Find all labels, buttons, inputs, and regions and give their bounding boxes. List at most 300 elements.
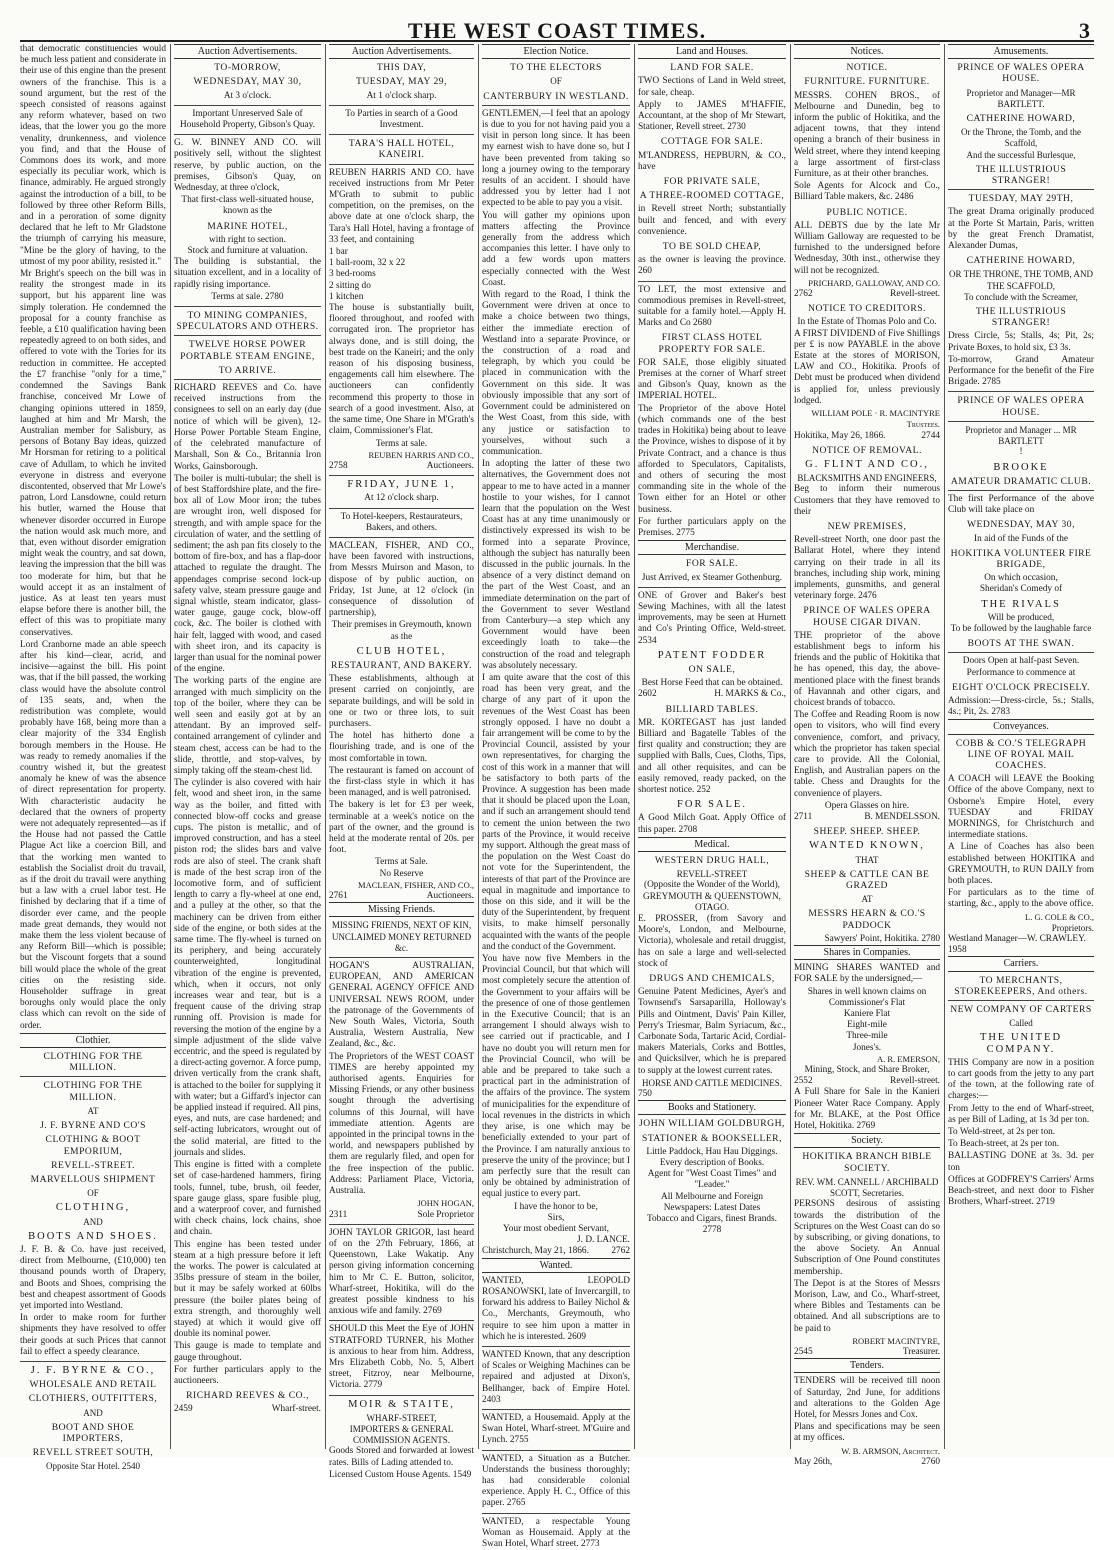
ad-body <box>329 1324 474 1391</box>
divider <box>329 475 474 476</box>
ad-body <box>638 591 786 647</box>
ad-number: 2680 <box>693 318 712 329</box>
ad-number: 2761 <box>329 891 348 902</box>
ad-body: From Jetty to the end of Wharf-street, as per Bill of Lading, at 1s 3d per ton. <box>948 1103 1094 1125</box>
ad-heading: REVELL STREET SOUTH, <box>32 1447 154 1459</box>
divider <box>329 164 474 165</box>
ad-body: E. PROSSER, (from Savory and Moore's, London, and Melbourne, Victoria), wholesale and retail druggist, has on sale a large and well-selected stock of <box>638 914 786 969</box>
column-divider <box>790 44 791 1449</box>
ad-number: 2765 <box>506 1498 526 1509</box>
ad-heading: FURNITURE. FURNITURE. <box>804 76 930 88</box>
column-4 <box>482 44 630 1549</box>
ad-heading: STATIONER & BOOKSELLER, <box>642 1132 782 1144</box>
ad-body: TENDERS will be received till noon of Saturday, 2nd June, for additions and alterations to the Golden Age Hotel, for Messrs Jones and Cox. <box>794 1376 940 1420</box>
ad-heading: FOR SALE. <box>677 799 747 811</box>
claim-item: Eight-mile <box>847 1020 887 1031</box>
ad-text: Proprietor and Manager ... MR BARTLETT <box>965 424 1077 447</box>
ad-number: 2730 <box>727 122 746 133</box>
ad-body <box>948 696 1094 718</box>
ad-number: 2552 <box>794 1076 813 1087</box>
ad-text: AND <box>83 1407 103 1418</box>
ad-text: Mining, Stock, and Share Broker, <box>804 1065 930 1076</box>
ad-body: HOGAN'S AUSTRALIAN, EUROPEAN, AND AMERICAN GENERAL AGENCY OFFICE AND UNIVERSAL NEWS ROOM, under the patronage of the Governments of New South Wales, Victoria, South Australia, Western Australia, New Zealand, &c., &c. <box>329 961 474 1050</box>
ad-heading: LAND FOR SALE. <box>670 62 754 74</box>
divider <box>329 1224 474 1225</box>
article-paragraph: You will gather my opinions upon matters affecting the Province generally from the address which accompanies this letter. I have only to add a few words upon matters especially connected with the West Coast. <box>482 210 630 288</box>
ad-text: Admission:—Dress-circle, 5s.; Stalls, 4s.; Pit, 2s. <box>948 695 1094 718</box>
ad-heading: ON SALE, <box>688 663 736 675</box>
ad-body <box>948 1175 1094 1209</box>
ad-number: 1549 <box>452 1469 472 1480</box>
ad-heading: SHEEP & CATTLE CAN BE GRAZED <box>804 868 930 892</box>
ad-text: At 1 o'clock sharp. <box>366 90 437 101</box>
ad-number: 2486 <box>894 192 914 203</box>
ad-text: TO LET, the most extensive and commodious premises in Revell-street, suitable for a family hotel.—Apply H. Marks and Co <box>638 284 786 329</box>
ad-body: G. W. BINNEY AND CO. will positively sell, without the slightest reserve, by public auction, on the premises, Gibson's Quay, on Wednesday, at three o'clock, <box>174 138 321 194</box>
ad-text: Stock and furniture at valuation. <box>187 246 308 257</box>
ad-body <box>794 1087 940 1132</box>
ad-signature: A. R. EMERSON, <box>876 1053 940 1064</box>
ad-heading: TUESDAY, MAY 29, <box>356 76 447 88</box>
ad-heading: JOHN WILLIAM GOLDBURGH, <box>639 1118 785 1130</box>
ad-body <box>794 535 940 602</box>
ad-signature: B. MENDELSSON. <box>864 812 940 822</box>
divider <box>948 391 1094 392</box>
ad-text: JOHN TAYLOR GRIGOR, last heard of on the 27th February, 1866, at Queenstown, Lake Wakatip. Any person giving information concerning him to Mr C. E. Button, solicitor, Wharf-street, Hokitika, will do the greatest possible kindness to his anxious wife and family. <box>329 1227 474 1317</box>
ad-number: 2780 <box>921 933 940 944</box>
ad-body: J. F. B. & Co. have just received, direct from Melbourne, (£10,000) ten thousand pounds worth of Drapery, and Boots and Shoes, comprising the best and cheapest assortment of Goods yet imported into Westland. <box>20 1244 166 1311</box>
ad-text: (Opposite the Wonder of the World), <box>643 880 781 891</box>
ad-body: PERSONS desirous of assisting towards the distribution of the Scriptures on the West Coast can do so by subscribing, or giving donations, to the above Society. An Annual Subscription of One Pound constitutes membership. <box>794 1199 940 1277</box>
section-header: Election Notice. <box>482 44 630 59</box>
ad-body <box>638 285 786 330</box>
ad-text: IMPORTERS & GENERAL COMMISSION AGENTS. <box>349 1423 454 1446</box>
ad-number: 2779 <box>363 1380 383 1391</box>
column-6: Notices. NOTICE. FURNITURE. FURNITURE. MESSRS. COHEN BROS., of Melbourne and Dunedin, beg to inform the public of Hokitika, and the adjacent towns, that they intend opening a branch of their business in Weld street, where they intend keeping a large assortment of first-class Furniture, as at their other branches. Sole Agents for Alcock and Co., Billiard Table makers, &c. 2486 PUBLIC NOTICE. ALL DEBTS due by the late Mr William Galloway are requested to be furnished to the undersigned before Wednesday, 30th inst., otherwise they will not be recognized. PRICHARD, GALLOWAY, AND CO. 2762 Revell-street. NOTICE TO CREDITORS. In the Estate of Thomas Polo and Co. A FIRST DIVIDEND of Five Shillings per £ is now PAYABLE in the above Estate at the stores of MORISON, LAW and CO., Hokitika. Proofs of Debt must be produced when dividend is applied for, unless previously lodged. WILLIAM POLE · R. MACINTYRE Trustees. Hokitika, May 26, 1866. 2744 NOTICE OF REMOVAL. G. FLINT AND CO., BLACKSMITHS AND ENGINEERS, Beg to inform their numerous Customers that they have removed to their NEW PREMISES, Revell-street North, one door past the Ballarat Hotel, where they intend carrying on their trade in all its branches, including ship work, mining implements, gunsmiths, and general veterinary forge. 2476 PRINCE OF WALES OPERA HOUSE CIGAR DIVAN. THE proprietor of the above establishment begs to inform his friends and the public of Hokitika that he has opened, this day, the above-mentioned place with the finest brands of Havannah and other cigars, and choicest brands of tobacco. The Coffee and Reading Room is now open to visitors, who will find every convenience, comfort, and privacy, which the proprietor has taken special care to provide. All the Colonial, English, and Australian papers on the table. Chess and Draughts for the convenience of players. Opera Glasses on hire. 2711 B. MENDELSSON. SHEEP. SHEEP. SHEEP. WANTED KNOWN, THAT SHEEP & CATTLE CAN BE GRAZED AT MESSRS HEARN & CO.'S PADDOCK Sawyers' Point, Hokitika. 2780 Shares in Companies. MINING SHARES WANTED and FOR SALE by the undersigned,— Shares in well known claims on Commissioner's Flat Kaniere Flat Eight-mile Three-mile Jones's. A. R. EMERSON, Mining, Stock, and Share Broker, 2552 Revell-street. A Full Share for Sale in the Kanieri Pioneer Water Race Company. Apply for Mr. BLAKE, at the Post Office Hotel, Hokitika. 2769 Society. HOKITIKA BRANCH BIBLE SOCIETY. REV. WM. CANNELL / ARCHIBALD SCOTT, Secretaries. PERSONS desirous of assisting towards the distribution of the Scriptures on the West Coast can do so by subscribing, or giving donations, to the above Society. An Annual Subscription of One Pound constitutes membership. The Depot is at the Stores of Messrs Morison, Law, and Co., Wharf-street, where Bibles and Testaments can be obtained. And all subscriptions are to be paid to ROBERT MACINTYRE, 2545 Treasurer. Tenders. TENDERS will be received till noon of Saturday, 2nd June, for additions and alterations to the Golden Age Hotel, for Messrs Jones and Cox. Plans and specifications may be seen at my offices. W. B. ARMSON, Architect. May 26th, 2760 <box>794 46 940 1467</box>
ad-text: Offices at GODFREY'S Carriers' Arms Beach-street, and next door to Fisher Brothers, Wharf-street. <box>948 1174 1094 1208</box>
article-paragraph: In adopting the latter of these two alternatives, the Government does not appear to me to have acted in a manner hostile to your wishes, for I cannot learn that the population on the West Coast has at any time unanimously or distinctively expressed its wish to be formed into a separate Province, although the subject has naturally been discussed in the public journals. In the absence of a very distinct demand on the part of the West Coast, and an immediate determination on the part of the Government to sever Westland from Canterbury—a step which any Government would have been exceedingly loath to take—the construction of the road and telegraph was absolutely necessary. <box>482 459 630 671</box>
ad-body <box>482 1454 630 1510</box>
ad-text: ONE of Grover and Baker's best Sewing Machines, with all the latest improvements, may be seen at Hurnett and Co's Printing Office, Weld-street. <box>638 590 786 635</box>
divider <box>329 134 474 135</box>
column-1 <box>20 44 166 1472</box>
ad-text: For further particulars apply on the Premises. <box>638 516 786 538</box>
ad-signature: H. MARKS & Co., <box>714 689 786 700</box>
ad-number: 2769 <box>423 1306 442 1317</box>
ad-body: The Depot is at the Stores of Messrs Morison, Law, and Co., Wharf-street, where Bibles and Testaments can be obtained. And all subscriptions are to be paid to <box>794 1278 940 1334</box>
ad-text: AT <box>861 894 873 905</box>
ad-body: The Coffee and Reading Room is now open to visitors, who will find every convenience, comfort, and privacy, which the proprietor has taken special care to provide. All the Colonial, English, and Australian papers on the table. Chess and Draughts for the convenience of players. <box>794 710 940 799</box>
ad-heading: TUESDAY, MAY 29TH, <box>968 193 1074 205</box>
divider <box>329 537 474 538</box>
ad-text: Terms at Sale. <box>375 857 428 868</box>
ad-heading: BROOKE <box>993 461 1049 473</box>
divider <box>482 105 630 106</box>
ad-text: To-morrow, Grand Amateur Performance for the benefit of the Fire Brigade. <box>948 354 1094 388</box>
ad-text: Terms at sale. <box>211 291 263 302</box>
section-header: Society. <box>794 1133 940 1148</box>
ad-text: GREYMOUTH & QUEENSTOWN, <box>643 891 781 902</box>
ad-body <box>482 1413 630 1447</box>
ad-body <box>638 517 786 539</box>
ad-number: 2780 <box>264 291 284 302</box>
ad-body: The bakery is let for £3 per week, terminable at a week's notice on the part of the owner, and the ground is held at the moderate rental of 20s. per foot. <box>329 800 474 856</box>
masthead <box>0 18 1114 43</box>
divider <box>329 1320 474 1321</box>
divider <box>948 490 1094 491</box>
ad-text: SHOULD this Meet the Eye of JOHN STRATFORD TURNER, his Mother is anxious to hear from him. Address, Mrs Elizabeth Cobb, No. 5, Albert street, Fitzroy, near Melbourne, Victoria. <box>329 1324 474 1391</box>
ad-heading: BOOT AND SHOE IMPORTERS, <box>51 1421 135 1444</box>
ad-signature: WILLIAM POLE <box>811 408 873 419</box>
divider <box>329 105 474 106</box>
ad-text: To Parties in search of a Good Investment. <box>345 108 458 131</box>
column-5 <box>638 44 786 1449</box>
section-header: Carriers. <box>948 956 1094 971</box>
ad-body: The hotel has hitherto done a flourishing trade, and is one of the most comfortable in town. <box>329 731 474 764</box>
ad-number: 2534 <box>638 635 657 646</box>
ad-heading: MISSING FRIENDS, NEXT OF KIN, UNCLAIMED MONEY RETURNED &c. <box>331 920 472 953</box>
ad-text: Proprietor and Manager—MR BARTLETT. <box>966 87 1076 109</box>
ad-text: Every description of Books. <box>659 1158 765 1169</box>
ad-text: Shares in well known claims on <box>807 986 927 997</box>
ad-number: 2711 <box>794 812 813 822</box>
section-header: Medical. <box>638 837 786 852</box>
ad-body: The Proprietors of the WEST COAST TIMES are hereby appointed my authorised agents. Enquiries for Missing Friends, or any other business sought through the advertising columns of this Journal, will have immediate attention. Agents are appointed in the principal towns in the world, and newspapers published by them are regularly filed, and open for the free inspection of the public. Address: Parliament Place, Victoria, Australia. <box>329 1051 474 1197</box>
ad-heading: DRUGS AND CHEMICALS, <box>649 973 775 985</box>
ad-heading: WEDNESDAY, MAY 30, <box>967 519 1075 531</box>
ad-number: 2762 <box>611 1246 630 1257</box>
ad-body: To Weld-street, at 2s per ton. <box>948 1127 1056 1138</box>
divider <box>174 134 321 135</box>
ad-text: Just Arrived, ex Steamer Gothenburg. <box>641 572 783 583</box>
ad-heading: A THREE-ROOMED COTTAGE, <box>639 190 785 202</box>
ad-body: MINING SHARES WANTED and FOR SALE by the undersigned,— <box>794 963 940 985</box>
ad-text: Auctioneers. <box>426 891 474 902</box>
ad-number: 2769 <box>856 1121 876 1132</box>
ad-heading: EIGHT O'CLOCK PRECISELY. <box>952 681 1090 693</box>
ad-body <box>794 181 940 203</box>
ad-text: WHARF-STREET, <box>366 1412 437 1423</box>
divider <box>948 421 1094 422</box>
ad-text: MR. KORTEGAST has just landed Billiard and Bagatelle Tables of the first quality and construction; they are supplied with Balls, Cues, Cloths, Tips, and all other requisites, and can be easily removed, ready packed, on the shortest notice. <box>638 717 786 795</box>
claim-item: Kaniere Flat <box>843 1009 891 1020</box>
ad-heading: WEDNESDAY, MAY 30, <box>193 76 302 88</box>
ad-body: The first Performance of the above Club will take place on <box>948 493 1094 516</box>
ad-text: On which occasion, <box>984 573 1058 584</box>
ad-body: THE proprietor of the above establishment begs to inform his friends and the public of Hokitika that he has opened, this day, the above-mentioned place with the finest brands of Havannah and other cigars, and choicest brands of tobacco. <box>794 630 940 708</box>
section-header: Merchandise. <box>638 540 786 555</box>
section-header: Missing Friends. <box>329 902 474 917</box>
ad-number: 2744 <box>921 430 940 441</box>
column-divider <box>634 44 635 1449</box>
ad-heading: NOTICE OF REMOVAL. <box>812 444 922 456</box>
ad-body: For particulars as to the time of starting, &c., apply to the above office. <box>948 888 1094 910</box>
ad-body: RICHARD REEVES and Co. have received instructions from the consignees to sell on an early day (due notice of which will be given), 12-Horse Power Portable Steam Engine, of the celebrated manufacture of Marshall, Son & Co., Britannia Iron Works, Gainsborough. <box>174 383 321 472</box>
column-divider <box>170 44 171 1449</box>
section-header: Tenders. <box>794 1358 940 1373</box>
ad-body: in Revell street North; substantially built and fenced, and with every convenience. <box>638 204 786 237</box>
ad-text: Trustees. <box>906 419 940 430</box>
ad-number: 2783 <box>991 707 1010 718</box>
ad-heading: BOOTS AT THE SWAN. <box>967 638 1075 650</box>
ad-body: The great Drama originally produced at the Porte St Martain, Paris, written by the great French Dramatist, Alexander Dumas, <box>948 207 1094 252</box>
ad-body <box>638 813 786 835</box>
ad-heading: FRIDAY, JUNE 1, <box>347 479 456 491</box>
column-divider <box>325 44 326 1449</box>
divider <box>482 1513 630 1514</box>
ad-body: To Beach-street, at 2s per ton. <box>948 1139 1060 1150</box>
ad-body <box>638 100 786 134</box>
column-2 <box>174 44 321 1449</box>
article-paragraph: With regard to the Road, I think the Government were driven at once to make a choice between two things, either the immediate erection of Westland into a separate Province, or the construction of a road and telegraph, by which you could be placed in communication with the Government on this side. It was obviously impossible that any sort of Government could be administered on the West Coast, from this side, with any justice or satisfaction to yourselves, without such a communication. <box>482 290 630 457</box>
ad-body <box>482 1517 630 1550</box>
section-header: Auction Advertisements. <box>174 44 321 59</box>
room-item: 1 bar <box>329 247 348 258</box>
divider <box>174 335 321 336</box>
ad-body: The Proprietor of the above Hotel (which commands one of the best trades in Hokitika) being about to leave the Province, wishes to dispose of it by Private Contract, and a chance is thus afforded to Speculators, Capitalists, and others of securing the most commanding site in the whole of the Town either for an Hotel or other business. <box>638 403 786 515</box>
ad-body: Plans and specifications may be seen at my offices. <box>794 1422 940 1444</box>
ad-text: with right to section. <box>209 234 286 245</box>
closing-line: I have the honor to be, <box>514 1201 598 1212</box>
ad-text: Sole Agents for Alcock and Co., Billiard Table makers, &c. <box>794 181 940 203</box>
ad-text: Their premises in Greymouth, known as the <box>331 620 472 642</box>
ad-heading: FOR SALE. <box>686 558 738 570</box>
ad-text: Licensed Custom House Agents. <box>329 1469 451 1480</box>
ad-body <box>638 718 786 796</box>
ad-body: The boiler is multi-tubular; the shell is of best Staffordshire plate, and the fire-box all of Low Moor iron; the tubes are wrought iron, well disposed for strength, and with ample space for the circulation of water, and the settling of sediment; the ash pan fits closely to the bottom of fire-box, and has a flap-door attached to regulate the draught. The appendages comprise second lock-up safety valve, steam pressure gauge and signal whistle, steam indicator, glass-water gauge, gauge cock, blow-off cock, &c. The boiler is clothed with hair felt, lagged with wood, and cased with sheet iron, and its capacity is larger than usual for the nominal power of the engine. <box>174 473 321 675</box>
ad-body: This gauge is made to template and gauge throughout. <box>174 1341 321 1363</box>
ad-heading: PRINCE OF WALES OPERA HOUSE. <box>957 395 1085 418</box>
ad-text: OTAGO. <box>694 902 730 913</box>
ad-text: Wharf-street. <box>271 1404 321 1415</box>
ad-signature: REUBEN HARRIS AND CO., <box>368 449 474 460</box>
ad-text: All Melbourne and Foreign Newspapers: Latest Dates <box>661 1191 763 1213</box>
ad-text: May 26th, <box>794 1456 833 1467</box>
ad-text: Tobacco and Cigars, finest Brands. <box>647 1214 777 1225</box>
ad-heading: TO MERCHANTS, STOREKEEPERS, And others. <box>954 974 1088 997</box>
ad-heading: THE ILLUSTRIOUS STRANGER! <box>975 163 1067 187</box>
ad-body: Dress Circle, 5s; Stalls, 4s; Pit, 2s; Private Boxes, to hold six, £3 3s. <box>948 331 1094 353</box>
ad-text: Revell-street. <box>890 289 940 300</box>
ad-heading: TO THE ELECTORS <box>510 62 602 74</box>
ad-number: 2785 <box>982 377 1001 388</box>
ad-number: 1958 <box>948 945 967 956</box>
ad-heading: TO MINING COMPANIES, SPECULATORS AND OTHERS. <box>176 310 319 333</box>
ad-heading: J. F. BYRNE AND CO'S <box>40 1120 146 1132</box>
section-header: Shares in Companies. <box>794 945 940 960</box>
ad-number: 2403 <box>482 1394 501 1405</box>
ad-text: No Reserve <box>379 868 424 879</box>
ad-body <box>329 1228 474 1318</box>
column-divider <box>478 44 479 1449</box>
divider <box>638 281 786 282</box>
signature: J. D. LANCE. <box>577 1235 630 1246</box>
masthead-rule <box>20 40 1094 42</box>
ad-heading: NOTICE. <box>846 62 888 74</box>
ad-text: Sawyers' Point, Hokitika. <box>824 933 920 944</box>
ad-heading: NEW COMPANY OF CARTERS <box>950 1004 1092 1016</box>
ad-text: THAT <box>855 854 879 865</box>
ad-heading: TO BE SOLD CHEAP, <box>662 241 762 253</box>
section-header: Conveyances. <box>948 719 1094 734</box>
ad-text: Opera Glasses on hire. <box>824 800 910 811</box>
claim-item: Commissioner's Flat <box>828 997 906 1008</box>
ad-text: OR THE THRONE, THE TOMB, AND THE SCAFFOLD, <box>949 269 1093 291</box>
ad-text: That first-class well-situated house, known as the <box>181 195 314 217</box>
ad-body: ALL DEBTS due by the late Mr William Galloway are requested to be furnished to the undersigned before Wednesday, 30th inst., otherwise they will not be recognized. <box>794 220 940 276</box>
ad-number: 2602 <box>638 689 657 700</box>
ad-text: Secretaries. <box>862 1188 905 1199</box>
ad-heading: FOR PRIVATE SALE, <box>663 176 761 188</box>
article-paragraph: Mr Bright's speech on the bill was in reality the strongest made in its support, but his apparent line was simply toleration. He condemned the proposal for a county franchise as feeble, a £10 qualification having been repeatedly agreed to on both sides, and offered to vote with the Tories for its reduction in committee. He accepted the £7 franchise "only for a time," condemned the Savings Bank franchise, conceived Mr Lowe of changing opinions uttered in 1859, laughed at him and Mr Marsh, the Australian member for Salisbury, as persons of Botany Bay ideas, quizzed Mr Horsman for retiring to a political cave of Adullam, to which he invited everyone in distress and everyone discontented, observed that Mr Lowe's patron, Lord Lansdowne, could return his butler, warned the House that whenever disorder occurred in Europe the nation would ask much more, and that, even without disorder emigration might weak the country, and sat down, leaving the impression that the bill was too moderate for him, but that he would accept it as an instalment of justice. As at least ten years must elapse before there is another bill, the effect of this was to propitiate many conservatives. <box>20 269 166 638</box>
ad-number: 2775 <box>676 527 695 538</box>
ad-body: MESSRS. COHEN BROS., of Melbourne and Dunedin, beg to inform the public of Hokitika, and the adjacent towns, that they intend opening a branch of their business in Weld street, where they intend keeping a large assortment of first-class Furniture, as at their other branches. <box>794 90 940 180</box>
ad-body: MACLEAN, FISHER, AND CO., have been favored with instructions, from Messrs Muirson and Mason, to dispose of by public auction, on Friday, 1st June, at 12 o'clock (in consequence of dissolution of partnership), <box>329 540 474 619</box>
ad-text: Opposite Star Hotel. <box>46 1461 120 1472</box>
ad-text: WANTED Known, that any description of Scales or Weighing Machines can be repaired and adjusted at Dixon's, Bellhanger, back of Empire Hotel. <box>482 1349 630 1394</box>
ad-body: THIS Company are now in a position to cart goods from the jetty to any part of the town, at the following rate of charges:— <box>948 1057 1094 1102</box>
column-divider <box>944 44 945 1449</box>
ad-number: 750 <box>638 1089 652 1100</box>
ad-heading: AMATEUR DRAMATIC CLUB. <box>950 475 1092 487</box>
ad-body: FOR SALE, those eligibly situated Premises at the corner of Wharf street and Gibson's Quay, known as the IMPERIAL HOTEL. <box>638 357 786 402</box>
ad-heading: THE RIVALS <box>981 598 1061 610</box>
ad-body: The working parts of the engine are arranged with much simplicity on the top of the boiler, where they can be well seen and easily got at by an attendant. By an improved self-contained arrangement of cylinder and steam chest, access can be had to the slide, throttle, and stop-valves, by simply taking off the steam-chest lid. <box>174 676 321 776</box>
ad-signature: JOHN HOGAN, <box>417 1198 474 1209</box>
ad-heading: COBB & CO.'S TELEGRAPH LINE OF ROYAL MAIL COACHES. <box>955 737 1087 771</box>
ad-heading: COTTAGE FOR SALE. <box>660 136 764 148</box>
article-paragraph: You have now five Members in the Provincial Council, but that which will most completely secure the attention of the Government to your affairs will be the presence of one of those gentlemen in the Executive Council; that is an arrangement I should always wish to see carried out if practicable, and I have no doubt you will return men for the Provincial Council, who will be able and be prepared to take such a practical part in the administration of the affairs of the province. The system of municipalities for the expenditure of local revenues in the districts in which they arise, is one which may be beneficially extended to your part of the Province. I am naturally anxious to preserve the unity of the province; but I am perfectly sure that the result can only be obtained by administration of equal justice to every part. <box>482 954 630 1200</box>
ad-signature: MACLEAN, FISHER, AND CO., <box>358 879 474 890</box>
ad-text: Or the Throne, the Tomb, and the Scaffold, <box>960 127 1081 149</box>
divider <box>174 306 321 307</box>
divider <box>329 508 474 509</box>
ad-text: Hokitika, May 26, 1866. <box>794 430 886 441</box>
article-paragraph: GENTLEMEN,—I feel that an apology is due to you for not having paid you a visit in person long since. It has been my earnest wish to have done so, but I have been prevented from taking so long a journey owing to the temporary results of an accident. I should have addressed you by letter had I not expected to be able to pay you a visit. <box>482 108 630 209</box>
ad-body: The building is substantial, the situation excellent, and in a locality of rapidly rising importance. <box>174 257 321 290</box>
ad-text: A Good Milch Goat. Apply Office of this paper. <box>638 813 786 835</box>
ad-heading: MARINE HOTEL, <box>207 220 288 232</box>
ad-text: To Hotel-keepers, Restaurateurs, Bakers, and others. <box>340 511 463 533</box>
ad-text: ! <box>1019 447 1023 458</box>
ad-heading: CLOTHING FOR THE MILLION. <box>43 1080 143 1103</box>
ad-text: OF <box>87 1188 99 1199</box>
column-3 <box>329 44 474 1480</box>
ad-number: 2540 <box>122 1461 140 1472</box>
ad-heading: CATHERINE HOWARD, <box>966 113 1076 125</box>
ad-heading: J. F. BYRNE & CO., <box>30 1364 156 1376</box>
ad-body: Beg to inform their numerous Customers that they have removed to their <box>794 484 940 517</box>
ad-heading: CLOTHIERS, OUTFITTERS, <box>28 1393 158 1405</box>
ad-text: A Full Share for Sale in the Kanieri Pioneer Water Race Company. Apply for Mr. BLAKE, at the Post Office Hotel, Hokitika. <box>794 1087 940 1132</box>
ad-heading: WANTED KNOWN, <box>809 840 925 852</box>
ad-signature: L. G. COLE & CO., <box>1025 911 1094 922</box>
ad-heading: THE ILLUSTRIOUS STRANGER! <box>975 306 1067 329</box>
claim-item: Jones's. <box>852 1042 882 1053</box>
newspaper-title: THE WEST COAST TIMES. <box>407 18 707 43</box>
ad-heading: CANTERBURY IN WESTLAND. <box>483 90 629 102</box>
section-header: Amusements. <box>948 44 1094 59</box>
ad-text: Called <box>1009 1018 1033 1029</box>
ad-text: Sole Proprietor <box>417 1209 474 1220</box>
section-header: Clothier. <box>20 1033 166 1048</box>
ad-heading: MOIR & STAITE, <box>348 1398 455 1410</box>
ad-body: M'LANDRESS, HEPBURN, & CO., have <box>638 150 786 172</box>
ad-text: In the Estate of Thomas Polo and Co. <box>797 317 937 328</box>
ad-heading: PUBLIC NOTICE. <box>826 206 908 218</box>
ad-text: WANTED, a Situation as a Butcher. Understands the business thoroughly; has had considerable colonial experience. Apply H. C., Office of this paper. <box>482 1453 630 1509</box>
ad-heading: NOTICE TO CREDITORS. <box>808 303 926 315</box>
ad-body: These establishments, although at present carried on conjointly, are separate buildings, and will be sold in one or two or three lots, to suit purchasers. <box>329 674 474 729</box>
room-item: 1 ball-room, 32 x 22 <box>329 258 406 269</box>
ad-heading: TARA'S HALL HOTEL, KANEIRI. <box>348 138 455 161</box>
ad-number: 2476 <box>858 591 877 602</box>
page-number: 3 <box>1079 18 1090 43</box>
ad-body: In order to make room for further shipments they have resolved to offer their goods at such Prices that cannot fail to effect a speedy clearance. <box>20 1313 166 1357</box>
ad-text: At 12 o'clock sharp. <box>364 493 439 504</box>
ad-text: WANTED, a Housemaid. Apply at the Swan Hotel, Wharf-street. M'Guire and Lynch. <box>482 1412 630 1446</box>
ad-number: 2755 <box>509 1435 529 1446</box>
divider <box>20 1076 166 1077</box>
ad-heading: HOKITIKA VOLUNTEER FIRE BRIGADE, <box>950 547 1092 570</box>
section-header: Land and Houses. <box>638 44 786 59</box>
ad-text: Terms at sale. <box>375 438 428 449</box>
ad-body: A FIRST DIVIDEND of Five Shillings per £ is now PAYABLE in the above Estate at the stores of MORISON, LAW and CO., Hokitika. Proofs of Debt must be produced when dividend is applied for, unless previously lodged. <box>794 328 940 406</box>
divider <box>948 1000 1094 1001</box>
ad-signature: W. B. ARMSON, Architect. <box>841 1445 940 1456</box>
divider <box>329 1395 474 1396</box>
ad-body: Goods Stored and forwarded at lowest rates. Bills of Lading attended to. <box>329 1446 474 1468</box>
ad-heading: SHEEP. SHEEP. SHEEP. <box>813 826 921 838</box>
ad-heading: REVELL-STREET. <box>51 1159 135 1171</box>
ad-number: 2609 <box>567 1331 587 1342</box>
ad-body: The house is substantially built, floored throughout, and roofed with corrugated iron. The proprietor has always done, and is still doing, the best trade on the Kaneiri; and the only reason of his disposing business, engagements call him elsewhere. The auctioneers can confidently recommend this property to those in search of a good investment. Also, at the same time, One Share in M'Grath's claim, Commissioner's Flat. <box>329 303 474 437</box>
ad-heading: CLOTHING, <box>55 1202 131 1214</box>
ad-text: Best Horse Feed that can be obtained. <box>641 678 783 689</box>
ad-body: A Line of Coaches has also been established between HOKITIKA and GREYMOUTH, to RUN DAILY from both places. <box>948 842 1094 886</box>
divider <box>948 652 1094 653</box>
ad-text: And the successful Burlesque, <box>966 149 1076 160</box>
ad-body <box>482 1276 630 1343</box>
ad-body: TWO Sections of Land in Weld street, for sale, cheap. <box>638 76 786 98</box>
ad-text: Doors Open at half-past Seven. <box>962 656 1080 667</box>
ad-signature: ARCHIBALD SCOTT, <box>829 1176 939 1199</box>
divider <box>948 189 1094 190</box>
ad-text: To conclude with the Screamer, <box>964 291 1078 302</box>
section-header: Books and Stationery. <box>638 1100 786 1115</box>
ad-heading: NEW PREMISES, <box>827 520 907 532</box>
ad-text: At 3 o'clock. <box>223 90 272 101</box>
ad-body: Genuine Patent Medicines, Ayer's and Townsend's Sarsaparilla, Holloway's Pills and Ointment, Davis' Pain Killer, Perry's Triesmar, Balm Syriacum, &c., Carbonate Soda, Tartaric Acid, Cordial-makers Materials, Corks and Bottles, and Quicksilver, which he is prepared to supply at the lowest current rates. <box>638 987 786 1076</box>
ad-signature: REV. WM. CANNELL <box>795 1176 880 1187</box>
ad-text: Westland Manager—W. CRAWLEY. <box>948 934 1086 945</box>
room-item: 3 bed-rooms <box>329 269 376 280</box>
ad-heading: CLOTHING FOR THE MILLION. <box>43 1051 143 1074</box>
ad-heading: BOOTS AND SHOES. <box>28 1230 158 1242</box>
ad-heading: MESSRS HEARN & CO.'S PADDOCK <box>808 908 926 931</box>
ad-text: REVELL-STREET <box>676 869 748 880</box>
ad-body <box>948 355 1094 389</box>
ad-text: Apply to JAMES M'HAFFIE, Accountant, at the shop of Mr Stewart, Stationer, Revell street. <box>638 99 786 133</box>
divider <box>174 105 321 106</box>
ad-text: AND <box>83 1216 103 1227</box>
ad-signature: ROBERT MACINTYRE, <box>852 1335 940 1346</box>
ad-heading: PRINCE OF WALES OPERA HOUSE. <box>957 62 1085 85</box>
ad-body: BALLASTING DONE at 3s. 3d. per ton <box>948 1151 1094 1173</box>
ad-heading: TO ARRIVE. <box>218 364 277 376</box>
ad-heading: FIRST CLASS HOTEL PROPERTY FOR SALE. <box>658 332 766 355</box>
ad-text: Agent for "West Coast Times" and "Leader." <box>647 1169 777 1191</box>
